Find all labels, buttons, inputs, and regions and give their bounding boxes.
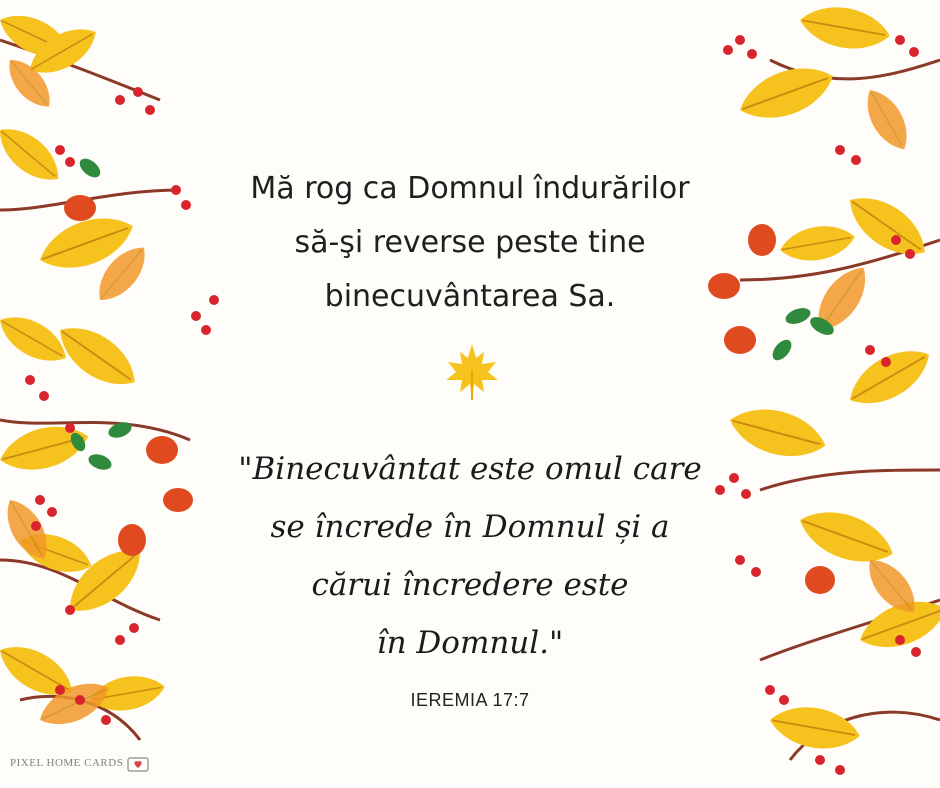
watermark-text: PIXEL HOME CARDS (10, 757, 124, 769)
verse-line: cărui încredere este (311, 567, 629, 603)
greeting-line: Mă rog ca Domnul îndurărilor (250, 171, 690, 206)
watermark-logo (10, 754, 149, 772)
verse-reference: IEREMIA 17:7 (410, 690, 530, 710)
verse-line: "Binecuvântat este omul care (238, 451, 702, 487)
greeting-line: binecuvântarea Sa. (324, 279, 616, 314)
card-text-area (200, 0, 740, 788)
verse-line: se încrede în Domnul și a (270, 509, 670, 545)
verse-line: în Domnul." (376, 625, 564, 661)
greeting-line: să-şi reverse peste tine (294, 225, 646, 260)
camera-heart-icon (127, 754, 149, 772)
maple-leaf-icon (440, 340, 504, 404)
bible-verse (200, 440, 740, 672)
greeting-text (200, 162, 740, 324)
